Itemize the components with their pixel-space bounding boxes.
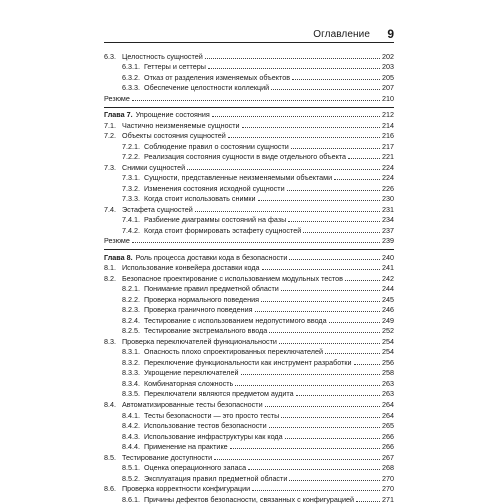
toc-subsection-row xyxy=(104,293,394,304)
toc-entry-page: 270 xyxy=(382,473,394,483)
dot-leader xyxy=(132,242,380,243)
toc-entry-number: 8.2.5. xyxy=(122,326,140,336)
toc-entry-number: 8.3.1. xyxy=(122,347,140,357)
toc-entry-number: 7.4. xyxy=(104,204,116,214)
toc-entry-page: 224 xyxy=(382,173,394,183)
toc-entry-page: 221 xyxy=(382,152,394,162)
toc-subsection-row xyxy=(104,140,394,151)
dot-leader xyxy=(269,332,380,333)
toc-entry-page: 271 xyxy=(382,494,394,504)
toc-entry-title: Использование конвейера доставки кода xyxy=(122,263,260,273)
toc-entry-title: Переключение функциональности как инструмент разработки xyxy=(144,357,352,367)
toc-entry-number: 8.4.2. xyxy=(122,421,140,431)
toc-entry-page: 205 xyxy=(382,72,394,82)
toc-subsection-row xyxy=(104,325,394,336)
toc-entry-page: 246 xyxy=(382,305,394,315)
dot-leader xyxy=(285,438,380,439)
toc-entry-number: 7.4.1. xyxy=(122,215,140,225)
dot-leader xyxy=(258,200,380,201)
toc-entry-number: 8.5. xyxy=(104,452,116,462)
toc-entry-number: 7.3. xyxy=(104,162,116,172)
toc-entry-number: 7.3.2. xyxy=(122,183,140,193)
toc-row xyxy=(104,335,394,346)
toc-entry-page: 212 xyxy=(382,110,394,120)
toc-entry-title: Понимание правил предметной области xyxy=(144,284,279,294)
toc-entry-title: Изменения состояния исходной сущности xyxy=(144,183,285,193)
toc-entry-title: Безопасное проектирование с использованием модульных тестов xyxy=(122,273,343,283)
toc-entry-number: 8.2. xyxy=(104,273,116,283)
toc-entry-number: 7.2.1. xyxy=(122,141,140,151)
toc-subsection-row xyxy=(104,367,394,378)
toc-entry-number: 8.3.4. xyxy=(122,378,140,388)
toc-entry-title: Целостность сущностей xyxy=(122,51,203,61)
toc-subsection-row xyxy=(104,82,394,93)
dot-leader xyxy=(325,353,380,354)
dot-leader xyxy=(195,211,380,212)
toc-subsection-row xyxy=(104,304,394,315)
toc-entry-title: Проверка переключателей функциональности xyxy=(122,336,277,346)
toc-entry-title: Эксплуатация правил предметной области xyxy=(144,473,288,483)
dot-leader xyxy=(208,68,380,69)
toc-entry-title: Упрощение состояния xyxy=(135,110,210,120)
dot-leader xyxy=(288,221,380,222)
toc-subsection-row xyxy=(104,61,394,72)
toc-row xyxy=(104,50,394,61)
dot-leader xyxy=(205,58,380,59)
toc-subsection-row xyxy=(104,472,394,483)
dot-leader xyxy=(269,427,380,428)
toc-entry-page: 265 xyxy=(382,421,394,431)
toc-entry-page: 237 xyxy=(382,225,394,235)
toc-entry-title: Проверка нормального поведения xyxy=(144,294,259,304)
toc-entry-page: 239 xyxy=(382,236,394,246)
toc-entry-page: 231 xyxy=(382,204,394,214)
toc-entry-title: Частично неизменяемые сущности xyxy=(122,120,240,130)
toc-entry-page: 254 xyxy=(382,347,394,357)
toc-entry-page: 254 xyxy=(382,336,394,346)
toc-entry-page: 216 xyxy=(382,131,394,141)
toc-entry-number: 8.5.2. xyxy=(122,473,140,483)
toc-subsection-row xyxy=(104,71,394,82)
toc-entry-page: 210 xyxy=(382,93,394,103)
toc-entry-title: Роль процесса доставки кода в безопасности xyxy=(135,252,288,262)
toc-subsection-row xyxy=(104,409,394,420)
dot-leader xyxy=(228,137,380,138)
toc-entry-page: 266 xyxy=(382,442,394,452)
toc-row xyxy=(104,262,394,273)
page-number: 9 xyxy=(387,27,394,41)
toc-entry-number: 8.4. xyxy=(104,399,116,409)
dot-leader xyxy=(289,480,380,481)
toc-row xyxy=(104,161,394,172)
dot-leader xyxy=(242,127,380,128)
toc-entry-number: 8.4.3. xyxy=(122,431,140,441)
toc-subsection-row xyxy=(104,420,394,431)
toc-entry-title: Укрощение переключателей xyxy=(144,368,239,378)
toc-entry-page: 217 xyxy=(382,141,394,151)
toc-entry-number: 8.4.4. xyxy=(122,442,140,452)
toc-subsection-row xyxy=(104,182,394,193)
toc-entry-page: 203 xyxy=(382,62,394,72)
toc-subsection-row xyxy=(104,151,394,162)
toc-entry-page: 270 xyxy=(382,484,394,494)
toc-subsection-row xyxy=(104,224,394,235)
toc-entry-page: 249 xyxy=(382,315,394,325)
toc-entry-title: Тестирование доступности xyxy=(122,452,213,462)
toc-entry-page: 264 xyxy=(382,410,394,420)
dot-leader xyxy=(132,100,380,101)
dot-leader xyxy=(289,259,380,260)
toc-subsection-row xyxy=(104,388,394,399)
toc-subsection-row xyxy=(104,193,394,204)
toc-entry-title: Проверка граничного поведения xyxy=(144,305,253,315)
toc-entry-page: 242 xyxy=(382,273,394,283)
toc-subsection-row xyxy=(104,441,394,452)
toc-row xyxy=(104,235,394,246)
dot-leader xyxy=(235,385,380,386)
toc-row xyxy=(104,203,394,214)
toc-entry-number: 8.2.2. xyxy=(122,294,140,304)
toc-subsection-row xyxy=(104,430,394,441)
toc-row xyxy=(104,119,394,130)
toc-subsection-row xyxy=(104,214,394,225)
toc-row xyxy=(104,398,394,409)
toc-entry-number: 6.3.3. xyxy=(122,83,140,93)
toc-entry-title: Комбинаторная сложность xyxy=(144,378,234,388)
toc-entry-title: Оценка операционного запаса xyxy=(144,463,247,473)
toc-entry-page: 214 xyxy=(382,120,394,130)
dot-leader xyxy=(334,179,380,180)
toc-entry-title: Разбиение диаграммы состояний на фазы xyxy=(144,215,287,225)
toc-row xyxy=(104,130,394,141)
toc-entry-title: Снимки сущностей xyxy=(122,162,186,172)
toc-entry-title: Тестирование экстремального ввода xyxy=(144,326,268,336)
toc-entry-page: 207 xyxy=(382,83,394,93)
toc-entry-title: Соблюдение правил о состоянии сущности xyxy=(144,141,289,151)
toc-chapter-row xyxy=(104,249,394,262)
toc-entry-number: 7.4.2. xyxy=(122,225,140,235)
toc-entry-number: 8.4.1. xyxy=(122,410,140,420)
toc-subsection-row xyxy=(104,356,394,367)
toc-entry-page: 202 xyxy=(382,51,394,61)
toc-entry-number: 6.3. xyxy=(104,51,116,61)
toc-entry-page: 267 xyxy=(382,452,394,462)
toc-entry-title: Геттеры и сеттеры xyxy=(144,62,206,72)
toc-entry-page: 234 xyxy=(382,215,394,225)
toc-entry-page: 258 xyxy=(382,368,394,378)
toc-entry-page: 244 xyxy=(382,284,394,294)
dot-leader xyxy=(271,89,380,90)
dot-leader xyxy=(291,148,380,149)
dot-leader xyxy=(261,301,380,302)
toc-entry-page: 256 xyxy=(382,357,394,367)
dot-leader xyxy=(281,290,380,291)
toc-entry-page: 263 xyxy=(382,389,394,399)
dot-leader xyxy=(354,364,380,365)
dot-leader xyxy=(212,116,380,117)
toc-entry-page: 224 xyxy=(382,162,394,172)
toc-row xyxy=(104,272,394,283)
dot-leader xyxy=(296,395,380,396)
dot-leader xyxy=(292,79,380,80)
toc-entry-page: 252 xyxy=(382,326,394,336)
toc-entry-title: Эстафета сущностей xyxy=(122,204,193,214)
dot-leader xyxy=(356,501,380,502)
toc-entry-number: 6.3.2. xyxy=(122,72,140,82)
dot-leader xyxy=(348,158,380,159)
toc-entry-title: Причины дефектов безопасности, связанных с конфигурацией xyxy=(144,494,355,504)
table-of-contents xyxy=(104,50,394,504)
toc-entry-number: Глава 7. xyxy=(104,110,133,120)
running-header xyxy=(104,27,394,43)
toc-entry-title: Автоматизированные тесты безопасности xyxy=(122,399,263,409)
toc-row xyxy=(104,451,394,462)
toc-entry-title: Отказ от разделения изменяемых объектов xyxy=(144,72,291,82)
toc-entry-page: 264 xyxy=(382,399,394,409)
toc-entry-number: 6.3.1. xyxy=(122,62,140,72)
dot-leader xyxy=(230,448,380,449)
toc-entry-title: Резюме xyxy=(104,236,130,246)
toc-subsection-row xyxy=(104,377,394,388)
toc-entry-number: 8.5.1. xyxy=(122,463,140,473)
toc-entry-title: Реализация состояния сущности в виде отдельного объекта xyxy=(144,152,347,162)
toc-subsection-row xyxy=(104,172,394,183)
toc-entry-number: 7.3.1. xyxy=(122,173,140,183)
dot-leader xyxy=(262,269,380,270)
toc-row xyxy=(104,483,394,494)
toc-entry-number: 8.6.1. xyxy=(122,494,140,504)
toc-entry-number: 8.6. xyxy=(104,484,116,494)
toc-subsection-row xyxy=(104,493,394,504)
toc-row xyxy=(104,92,394,103)
toc-entry-number: 8.3. xyxy=(104,336,116,346)
toc-entry-page: 245 xyxy=(382,294,394,304)
dot-leader xyxy=(303,232,380,233)
toc-entry-number: 7.2. xyxy=(104,131,116,141)
toc-entry-number: 8.3.2. xyxy=(122,357,140,367)
toc-subsection-row xyxy=(104,314,394,325)
toc-entry-title: Переключатели являются предметом аудита xyxy=(144,389,294,399)
toc-entry-title: Резюме xyxy=(104,93,130,103)
toc-entry-title: Применение на практике xyxy=(144,442,228,452)
toc-entry-title: Когда стоит формировать эстафету сущностей xyxy=(144,225,302,235)
toc-subsection-row xyxy=(104,346,394,357)
dot-leader xyxy=(345,280,380,281)
toc-entry-page: 241 xyxy=(382,263,394,273)
toc-entry-page: 266 xyxy=(382,431,394,441)
toc-entry-number: Глава 8. xyxy=(104,252,133,262)
toc-entry-number: 7.2.2. xyxy=(122,152,140,162)
toc-subsection-row xyxy=(104,462,394,473)
toc-entry-page: 226 xyxy=(382,183,394,193)
toc-entry-title: Сущности, представленные неизменяемыми объектами xyxy=(144,173,333,183)
toc-entry-title: Объекты состояния сущностей xyxy=(122,131,226,141)
dot-leader xyxy=(214,459,380,460)
dot-leader xyxy=(329,322,380,323)
dot-leader xyxy=(279,343,380,344)
toc-chapter-row xyxy=(104,107,394,120)
toc-entry-title: Использование тестов безопасности xyxy=(144,421,267,431)
dot-leader xyxy=(265,406,380,407)
toc-entry-title: Использование инфраструктуры как кода xyxy=(144,431,283,441)
toc-entry-number: 8.1. xyxy=(104,263,116,273)
dot-leader xyxy=(255,311,381,312)
toc-entry-number: 8.2.4. xyxy=(122,315,140,325)
toc-entry-number: 8.2.3. xyxy=(122,305,140,315)
toc-entry-title: Обеспечение целостности коллекций xyxy=(144,83,270,93)
toc-entry-title: Тестирование с использованием недопустимого ввода xyxy=(144,315,327,325)
dot-leader xyxy=(187,169,380,170)
running-header-title: Оглавление xyxy=(313,29,370,40)
dot-leader xyxy=(252,490,380,491)
toc-subsection-row xyxy=(104,283,394,294)
toc-entry-title: Проверка корректности конфигурации xyxy=(122,484,251,494)
toc-entry-title: Тесты безопасности — это просто тесты xyxy=(144,410,280,420)
toc-entry-number: 8.3.3. xyxy=(122,368,140,378)
toc-entry-number: 7.1. xyxy=(104,120,116,130)
toc-entry-page: 240 xyxy=(382,252,394,262)
toc-entry-page: 230 xyxy=(382,194,394,204)
dot-leader xyxy=(287,190,380,191)
toc-entry-number: 8.2.1. xyxy=(122,284,140,294)
toc-entry-page: 263 xyxy=(382,378,394,388)
dot-leader xyxy=(281,417,380,418)
dot-leader xyxy=(241,374,381,375)
dot-leader xyxy=(248,469,380,470)
toc-entry-page: 268 xyxy=(382,463,394,473)
toc-entry-title: Когда стоит использовать снимки xyxy=(144,194,256,204)
toc-entry-title: Опасность плохо спроектированных переключателей xyxy=(144,347,323,357)
toc-entry-number: 8.3.5. xyxy=(122,389,140,399)
toc-entry-number: 7.3.3. xyxy=(122,194,140,204)
